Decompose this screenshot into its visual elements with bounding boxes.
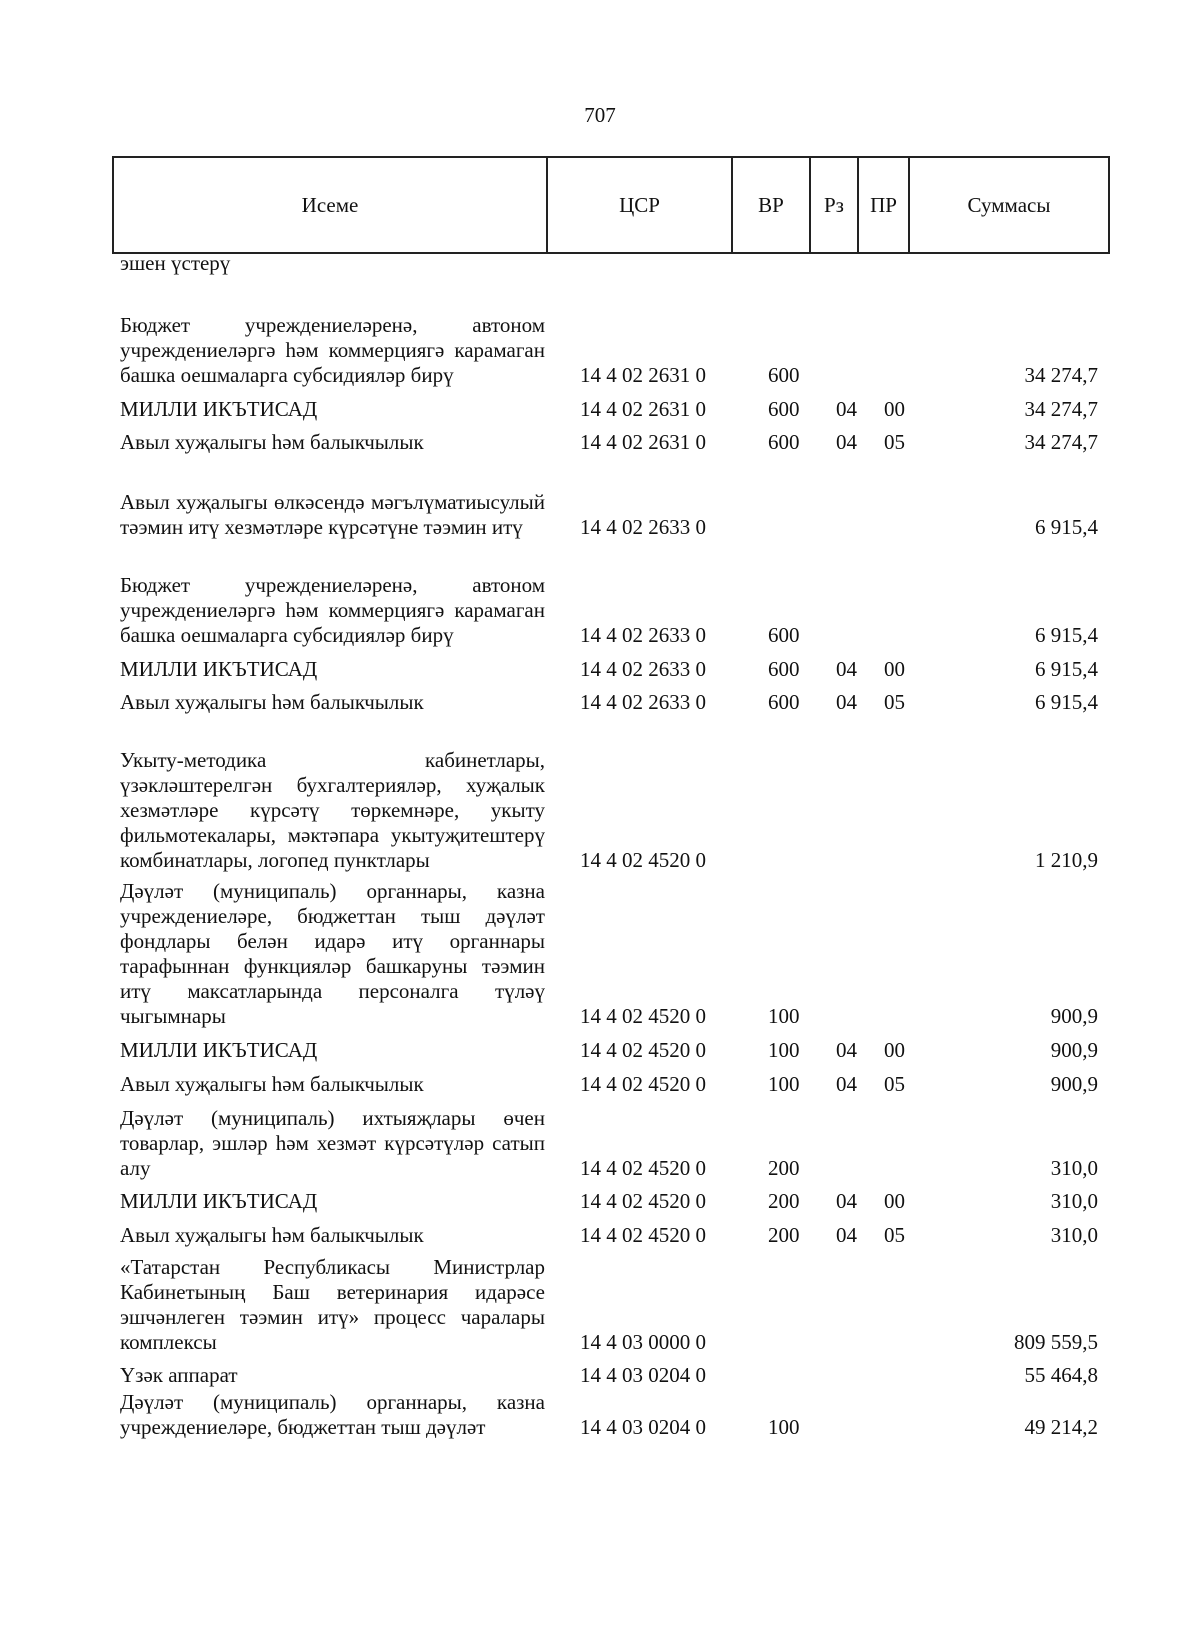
cell-sum: 6 915,4	[1035, 515, 1098, 539]
cell-sum: 310,0	[1050, 1156, 1098, 1180]
cell-name: МИЛЛИ ИКЪТИСАД	[120, 1038, 318, 1062]
table-header	[112, 156, 1110, 254]
cell-name: эшен үстерү	[120, 251, 231, 275]
cell-sum: 1 210,9	[1035, 848, 1098, 872]
cell-pr: 00	[884, 397, 905, 421]
cell-name: МИЛЛИ ИКЪТИСАД	[120, 397, 318, 421]
cell-vr: 100	[768, 1004, 800, 1028]
cell-vr: 600	[768, 363, 800, 387]
cell-vr: 200	[768, 1223, 800, 1247]
cell-csr: 14 4 03 0204 0	[580, 1363, 706, 1387]
cell-name: Дәүләт (муниципаль) органнары, казна учреждениеләре, бюджеттан тыш дәүләт фондлары белән идарә итү органнары тарафыннан функцияләр башкаруны тәэмин итү максатларында персоналга түләү чыгымнары	[120, 879, 545, 1028]
cell-pr: 05	[884, 1072, 905, 1096]
cell-pr: 05	[884, 1223, 905, 1247]
cell-name: Укыту-методика кабинетлары, үзәкләштерелгән бухгалтерияләр, хуҗалык хезмәтләре күрсәтү төркемнәре, укыту фильмотекалары, мәктәпара укытуҗитештерү комбинатлары, логопед пунктлары	[120, 748, 545, 872]
page-number: 707	[584, 103, 616, 127]
cell-vr: 600	[768, 657, 800, 681]
cell-rz: 04	[836, 397, 857, 421]
cell-sum: 310,0	[1050, 1189, 1098, 1213]
cell-rz: 04	[836, 1038, 857, 1062]
cell-name: Авыл хуҗалыгы һәм балыкчылык	[120, 1072, 424, 1096]
cell-sum: 900,9	[1050, 1004, 1098, 1028]
cell-sum: 34 274,7	[1024, 363, 1098, 387]
header-sum: Суммасы	[909, 157, 1109, 253]
cell-pr: 00	[884, 1189, 905, 1213]
cell-sum: 34 274,7	[1024, 397, 1098, 421]
cell-name: Авыл хуҗалыгы өлкәсендә мәгълүматиысулый тәэмин итү хезмәтләре күрсәтүне тәэмин итү	[120, 490, 545, 539]
cell-name: Бюджет учреждениеләренә, автоном учреждениеләргә һәм коммерциягә карамаган башка оешмаларга субсидияләр бирү	[120, 313, 545, 387]
cell-vr: 100	[768, 1038, 800, 1062]
cell-csr: 14 4 02 4520 0	[580, 1189, 706, 1213]
cell-name: Авыл хуҗалыгы һәм балыкчылык	[120, 430, 424, 454]
cell-name: Үзәк аппарат	[120, 1363, 238, 1387]
cell-sum: 900,9	[1050, 1038, 1098, 1062]
cell-csr: 14 4 02 4520 0	[580, 1223, 706, 1247]
cell-pr: 05	[884, 430, 905, 454]
cell-sum: 900,9	[1050, 1072, 1098, 1096]
cell-vr: 100	[768, 1072, 800, 1096]
cell-rz: 04	[836, 1223, 857, 1247]
cell-sum: 6 915,4	[1035, 690, 1098, 714]
cell-name: Авыл хуҗалыгы һәм балыкчылык	[120, 1223, 424, 1247]
cell-name: Авыл хуҗалыгы һәм балыкчылык	[120, 690, 424, 714]
cell-csr: 14 4 03 0000 0	[580, 1330, 706, 1354]
cell-sum: 49 214,2	[1024, 1415, 1098, 1439]
cell-name: Бюджет учреждениеләренә, автоном учреждениеләргә һәм коммерциягә карамаган башка оешмаларга субсидияләр бирү	[120, 573, 545, 647]
cell-rz: 04	[836, 430, 857, 454]
cell-csr: 14 4 02 2631 0	[580, 430, 706, 454]
cell-sum: 55 464,8	[1024, 1363, 1098, 1387]
cell-csr: 14 4 02 2633 0	[580, 515, 706, 539]
cell-csr: 14 4 02 2633 0	[580, 690, 706, 714]
cell-vr: 600	[768, 397, 800, 421]
cell-csr: 14 4 02 2631 0	[580, 397, 706, 421]
cell-sum: 6 915,4	[1035, 657, 1098, 681]
cell-csr: 14 4 02 4520 0	[580, 848, 706, 872]
cell-name: МИЛЛИ ИКЪТИСАД	[120, 657, 318, 681]
cell-csr: 14 4 02 4520 0	[580, 1038, 706, 1062]
cell-name: Дәүләт (муниципаль) ихтыяҗлары өчен товарлар, эшләр һәм хезмәт күрсәтүләр сатып алу	[120, 1106, 545, 1180]
cell-rz: 04	[836, 1072, 857, 1096]
cell-vr: 600	[768, 623, 800, 647]
cell-name: «Татарстан Республикасы Министрлар Кабинетының Баш ветеринария идарәсе эшчәнлеген тәэмин итү» процесс чаралары комплексы	[120, 1255, 545, 1354]
cell-vr: 600	[768, 690, 800, 714]
cell-rz: 04	[836, 1189, 857, 1213]
cell-csr: 14 4 02 4520 0	[580, 1004, 706, 1028]
cell-pr: 00	[884, 657, 905, 681]
cell-csr: 14 4 02 2631 0	[580, 363, 706, 387]
cell-vr: 200	[768, 1189, 800, 1213]
header-vr: ВР	[732, 157, 810, 253]
header-rz: Рз	[810, 157, 858, 253]
cell-sum: 6 915,4	[1035, 623, 1098, 647]
cell-rz: 04	[836, 657, 857, 681]
header-csr: ЦСР	[547, 157, 732, 253]
cell-vr: 100	[768, 1415, 800, 1439]
cell-sum: 310,0	[1050, 1223, 1098, 1247]
cell-csr: 14 4 02 2633 0	[580, 657, 706, 681]
cell-rz: 04	[836, 690, 857, 714]
cell-csr: 14 4 02 4520 0	[580, 1072, 706, 1096]
cell-pr: 00	[884, 1038, 905, 1062]
cell-sum: 34 274,7	[1024, 430, 1098, 454]
cell-vr: 200	[768, 1156, 800, 1180]
cell-vr: 600	[768, 430, 800, 454]
cell-csr: 14 4 03 0204 0	[580, 1415, 706, 1439]
header-pr: ПР	[858, 157, 909, 253]
cell-pr: 05	[884, 690, 905, 714]
cell-name: МИЛЛИ ИКЪТИСАД	[120, 1189, 318, 1213]
cell-sum: 809 559,5	[1014, 1330, 1098, 1354]
cell-csr: 14 4 02 2633 0	[580, 623, 706, 647]
cell-csr: 14 4 02 4520 0	[580, 1156, 706, 1180]
cell-name: Дәүләт (муниципаль) органнары, казна учреждениеләре, бюджеттан тыш дәүләт	[120, 1390, 545, 1439]
header-name: Исеме	[113, 157, 547, 253]
